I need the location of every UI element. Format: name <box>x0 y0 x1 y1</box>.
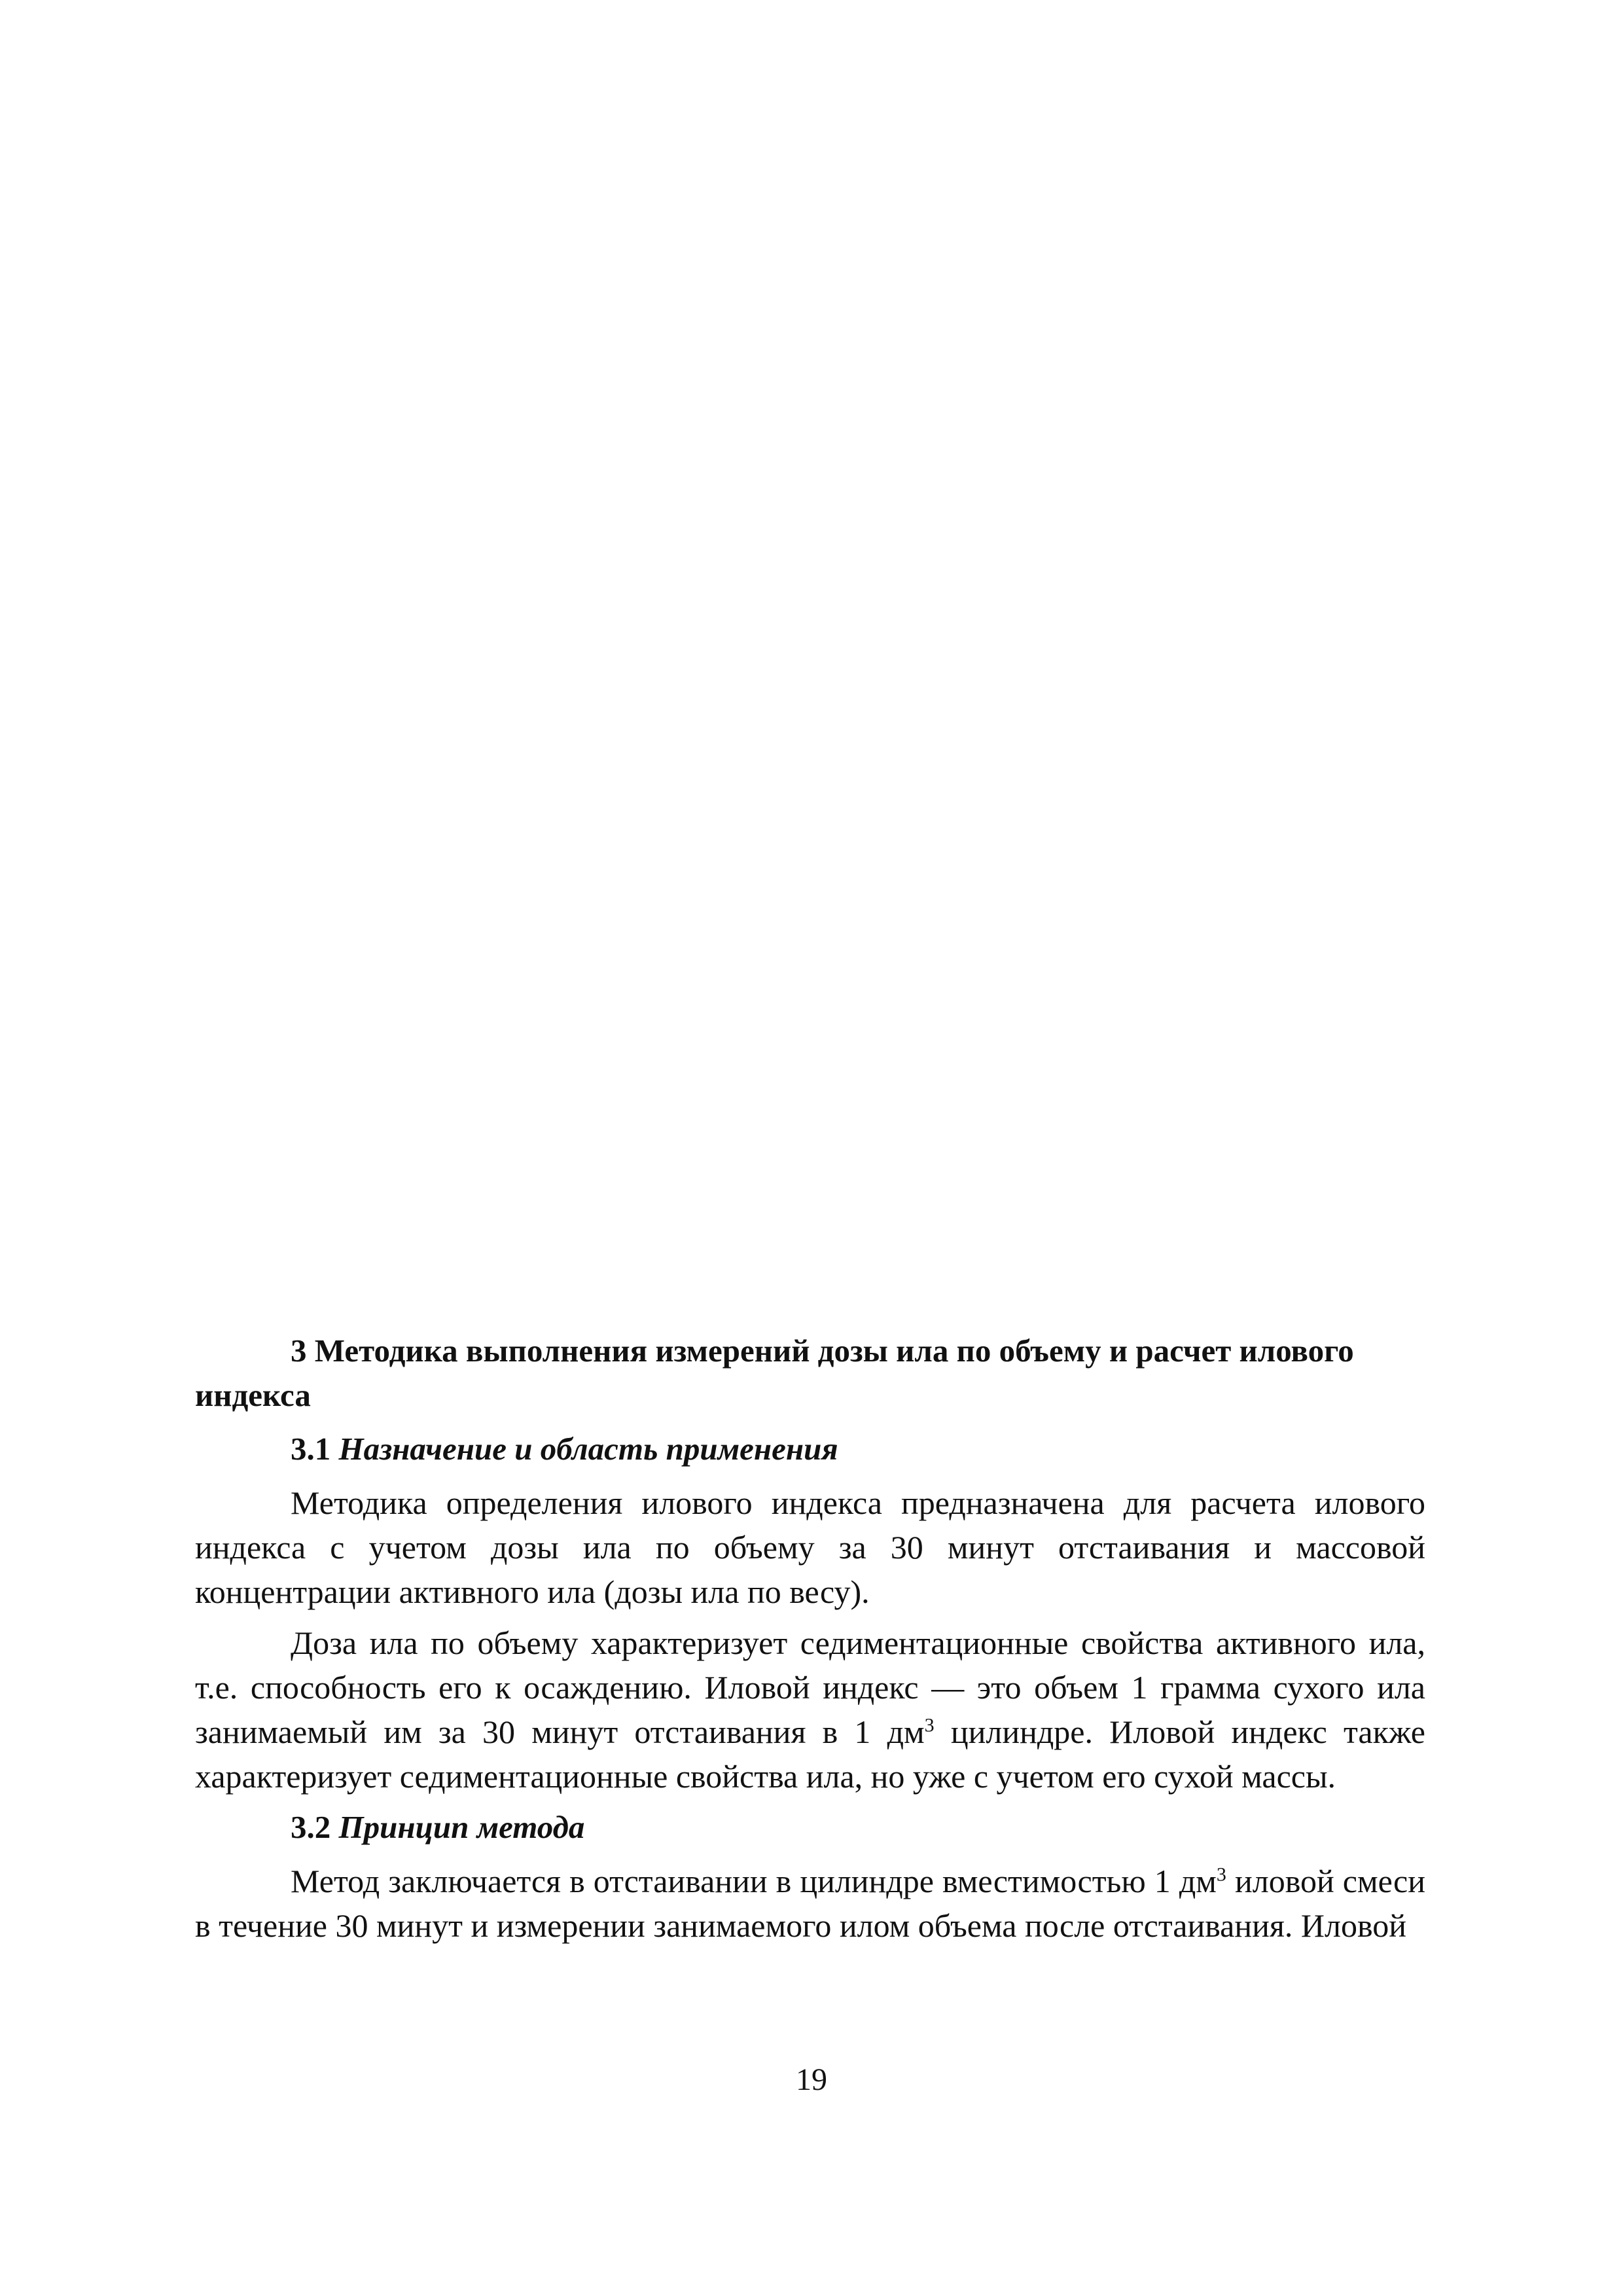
page-content <box>195 1329 1425 1954</box>
subsection-title: Назначение и область применения <box>338 1431 838 1467</box>
subsection-title: Принцип метода <box>338 1809 585 1845</box>
subsection-heading-principle <box>195 1805 1425 1850</box>
paragraph-text-part: Метод заключается в отстаивании в цилиндре вместимостью 1 дм <box>291 1863 1217 1899</box>
superscript-exponent: 3 <box>924 1714 935 1736</box>
subsection-number: 3.2 <box>291 1809 331 1845</box>
paragraph-text-part: цилиндре. Иловой индекс также характеризует седиментационные свойства ила, но уже с учетом его сухой массы. <box>195 1713 1425 1795</box>
page-number: 19 <box>796 2062 827 2097</box>
paragraph-sludge-index-definition <box>195 1621 1425 1799</box>
paragraph-method-purpose: Методика определения илового индекса предназначена для расчета илового индекса с учетом дозы ила по объему за 30 минут отстаивания и массовой концентрации активного ила (дозы ила по весу). <box>195 1484 1425 1610</box>
paragraph-method-principle <box>195 1859 1425 1948</box>
section-heading: 3 Методика выполнения измерений дозы ила по объему и расчет илового индекса <box>195 1333 1354 1413</box>
paragraph-text-part: иловой смеси в течение 30 минут и измерении занимаемого илом объема после отстаивания. Иловой <box>195 1863 1425 1944</box>
superscript-exponent: 3 <box>1216 1863 1226 1886</box>
paragraph-text-part: Доза ила по объему характеризует седиментационные свойства активного ила, т.е. способность его к осаждению. Иловой индекс — это объем 1 грамма сухого ила занимаемый им за 30 минут отстаивания в 1 дм <box>195 1624 1425 1750</box>
subsection-heading-purpose <box>195 1427 1425 1471</box>
subsection-number: 3.1 <box>291 1431 331 1467</box>
